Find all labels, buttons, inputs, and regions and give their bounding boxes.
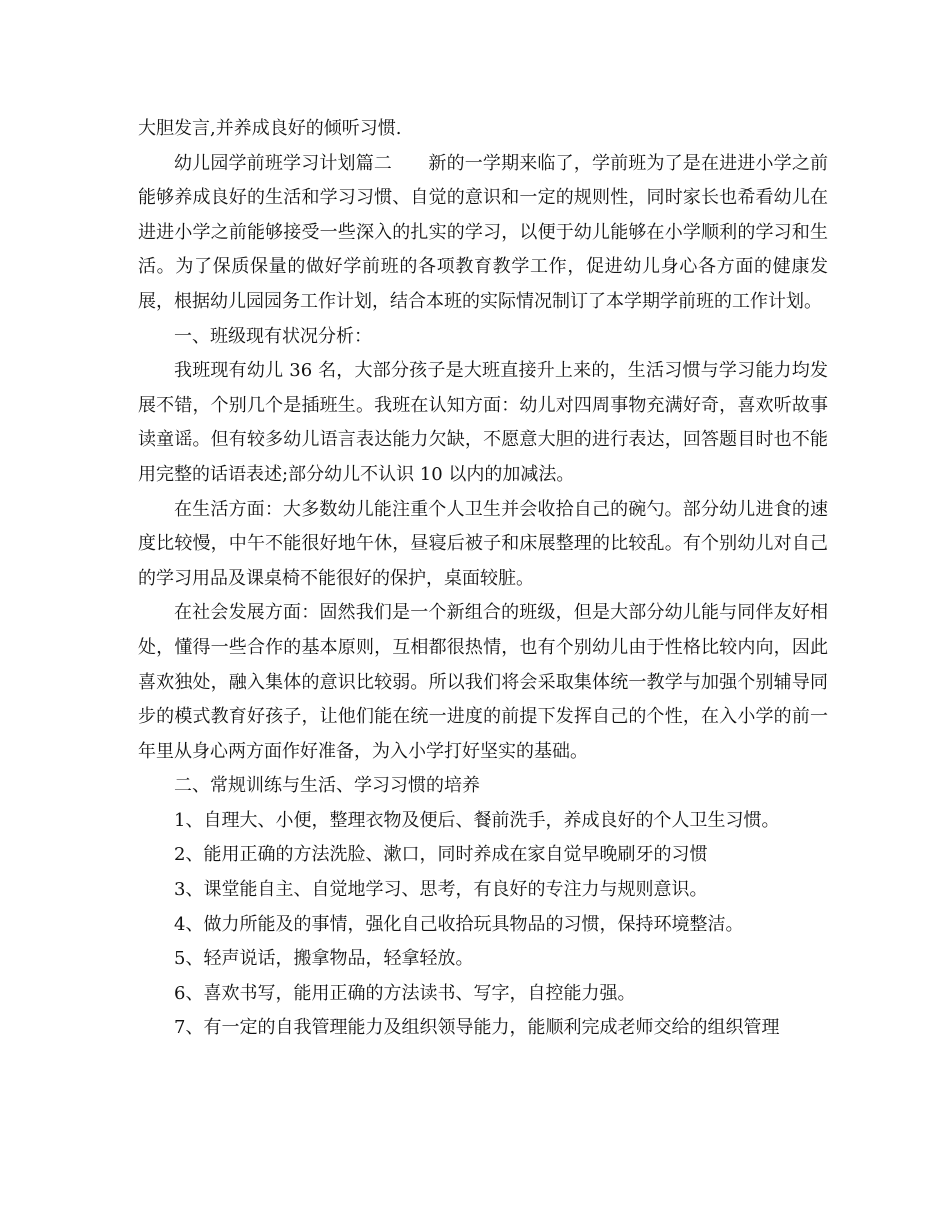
paragraph-continuation: 大胆发言,并养成良好的倾听习惯.	[138, 118, 402, 139]
list-item-5: 5、轻声说话，搬拿物品，轻拿轻放。	[174, 948, 474, 970]
paragraph-intro: 幼儿园学前班学习计划篇二 新的一学期来临了，学前班为了是在进进小学之前能够养成良好的生活和学习习惯、自觉的意识和一定的规则性，同时家长也希看幼儿在进进小学之前能够接受一些深入的扎实的学习，以便于幼儿能够在小学顺利的学习和生活。为了保质保量的做好学前班的各项教育教学工作，促进幼儿身心各方面的健康发展，根据幼儿园园务工作计划，结合本班的实际情况制订了本学期学前班的工作计划。	[138, 152, 828, 312]
list-item-3: 3、课堂能自主、自觉地学习、思考，有良好的专注力与规则意识。	[174, 879, 708, 901]
list-item-7: 7、有一定的自我管理能力及组织领导能力，能顺利完成老师交给的组织管理	[174, 1017, 780, 1039]
list-item-6: 6、喜欢书写，能用正确的方法读书、写字，自控能力强。	[174, 982, 636, 1004]
section-heading-habits: 二、常规训练与生活、学习习惯的培养	[174, 775, 480, 797]
paragraph-life: 在生活方面：大多数幼儿能注重个人卫生并会收拾自己的碗勺。部分幼儿进食的速度比较慢，中午不能很好地午休，昼寝后被子和床展整理的比较乱。有个别幼儿对自己的学习用品及课桌椅不能很好的保护，桌面较脏。	[138, 498, 828, 589]
list-item-1: 1、自理大、小便，整理衣物及便后、餐前洗手，养成良好的个人卫生习惯。	[174, 809, 780, 831]
paragraph-social: 在社会发展方面：固然我们是一个新组合的班级，但是大部分幼儿能与同伴友好相处，懂得一些合作的基本原则，互相都很热情，也有个别幼儿由于性格比较内向，因此喜欢独处，融入集体的意识比较弱。所以我们将会采取集体统一教学与加强个别辅导同步的模式教育好孩子，让他们能在统一进度的前提下发挥自己的个性，在入小学的前一年里从身心两方面作好准备，为入小学打好坚实的基础。	[138, 602, 828, 762]
list-item-4: 4、做力所能及的事情，强化自己收拾玩具物品的习惯，保持环境整洁。	[174, 913, 744, 935]
section-heading-class-analysis: 一、班级现有状况分析：	[174, 325, 372, 347]
paragraph-cognition: 我班现有幼儿 36 名，大部分孩子是大班直接升上来的，生活习惯与学习能力均发展不错，个别几个是插班生。我班在认知方面：幼儿对四周事物充满好奇，喜欢听故事读童谣。但有较多幼儿语言表达能力欠缺，不愿意大胆的进行表达，回答题目时也不能用完整的话语表述;部分幼儿不认识 10 以内的加减法。	[138, 360, 828, 485]
list-item-2: 2、能用正确的方法洗脸、漱口，同时养成在家自觉早晚刷牙的习惯	[174, 844, 708, 866]
document-body	[138, 112, 828, 1046]
